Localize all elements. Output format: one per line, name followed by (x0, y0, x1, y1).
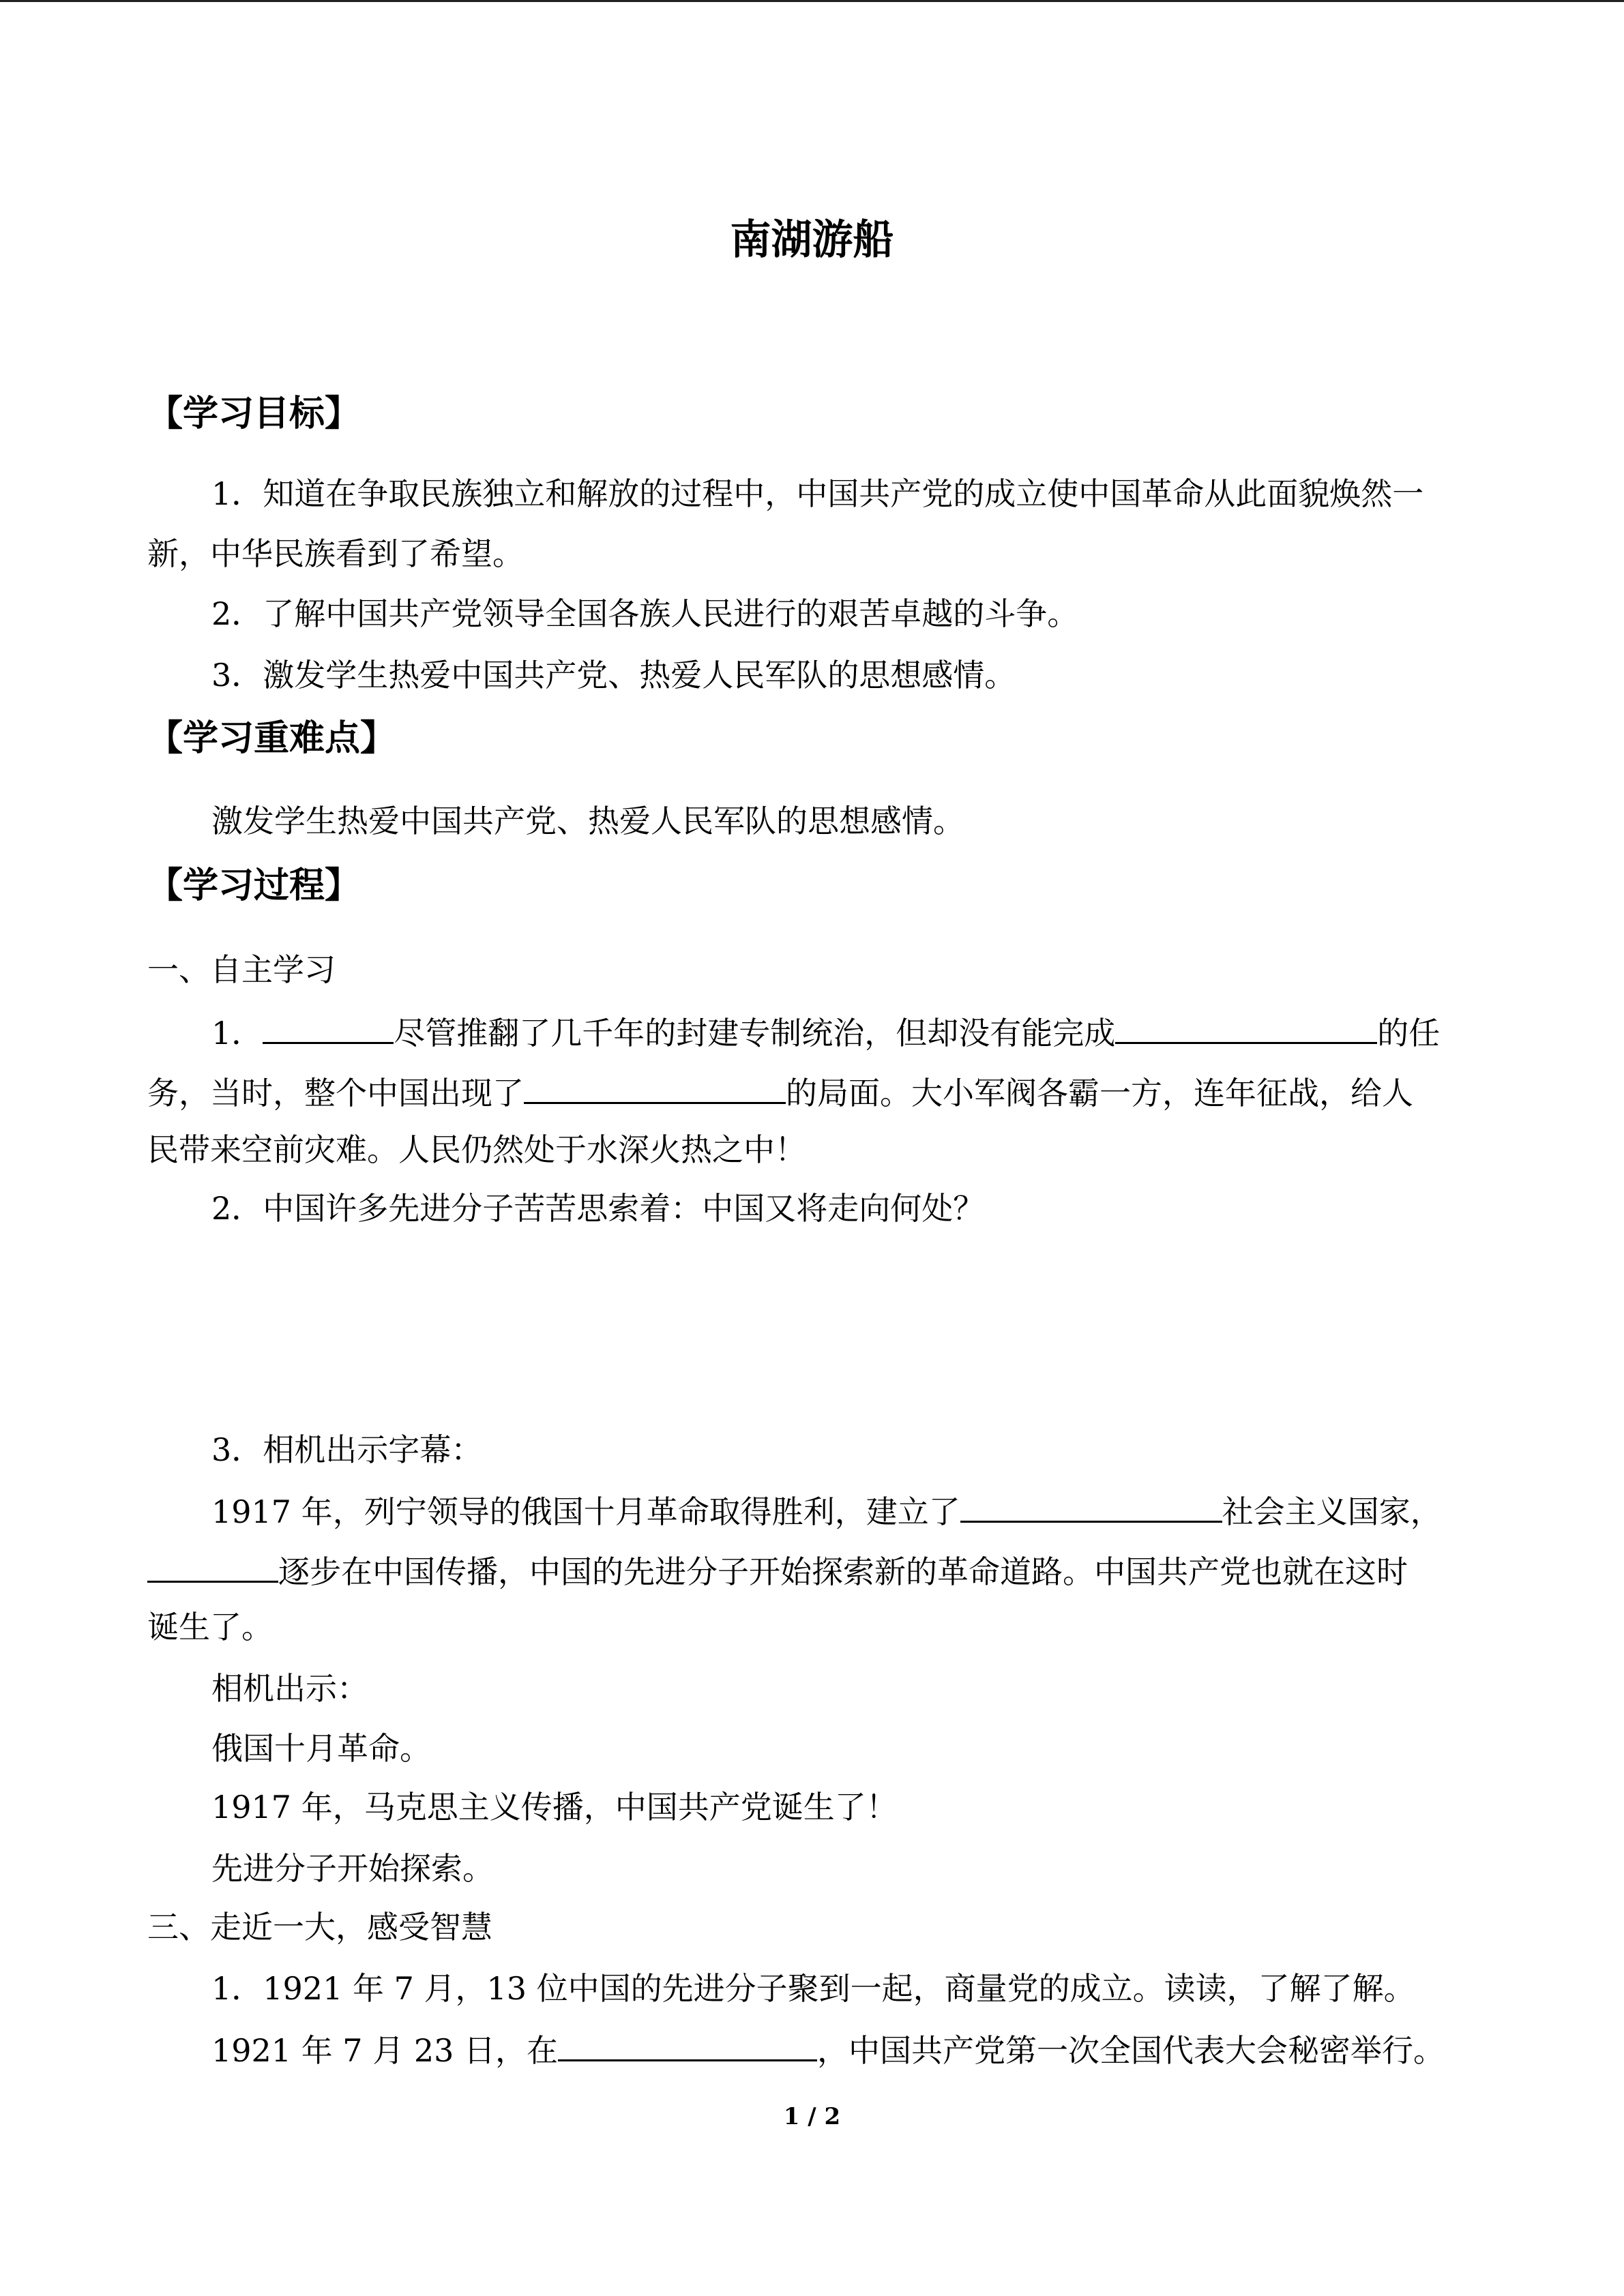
q1-number: 1． (211, 1015, 263, 1052)
q1-text-2: 的任 (1377, 1015, 1441, 1052)
page-title: 南湖游船 (730, 216, 894, 264)
q3-text-2: 社会主义国家， (1222, 1493, 1442, 1530)
goal-1-line-2: 新，中华民族看到了希望。 (147, 535, 524, 572)
q3-text-line-3: 诞生了。 (147, 1609, 273, 1645)
q3-text-line-2 (147, 1547, 1408, 1594)
show-label: 相机出示： (211, 1670, 368, 1707)
part3-text-1: 1921 年 7 月 23 日，在 (211, 2032, 558, 2069)
q1-text-3: 务，当时，整个中国出现了 (147, 1075, 524, 1112)
heading-key-points: 【学习重难点】 (147, 717, 396, 759)
fill-blank-2[interactable] (1115, 1008, 1377, 1044)
goal-1-line-1: 1．知道在争取民族独立和解放的过程中，中国共产党的成立使中国革命从此面貌焕然一 (211, 475, 1424, 512)
heading-learning-process: 【学习过程】 (147, 865, 361, 906)
part3-item-1: 1．1921 年 7 月，13 位中国的先进分子聚到一起，商量党的成立。读读，了解了解。 (211, 1970, 1415, 2007)
page-number: 1 / 2 (783, 2103, 841, 2130)
q1-text-4: 的局面。大小军阀各霸一方，连年征战，给人 (786, 1075, 1413, 1112)
heading-learning-goals: 【学习目标】 (147, 393, 361, 434)
q2-line: 2．中国许多先进分子苦苦思索着：中国又将走向何处？ (211, 1190, 985, 1227)
q1-line-1 (211, 1008, 1440, 1055)
part3-item-2 (211, 2025, 1445, 2072)
goal-3: 3．激发学生热爱中国共产党、热爱人民军队的思想感情。 (211, 657, 1016, 694)
show-item-1: 俄国十月革命。 (211, 1730, 431, 1767)
show-item-3: 先进分子开始探索。 (211, 1850, 494, 1887)
part1-heading: 一、自主学习 (147, 951, 336, 988)
show-item-2: 1917 年，马克思主义传播，中国共产党诞生了！ (211, 1789, 898, 1825)
q3-text-line-1 (211, 1487, 1442, 1534)
q1-line-3: 民带来空前灾难。人民仍然处于水深火热之中！ (147, 1131, 806, 1168)
fill-blank-1[interactable] (263, 1008, 394, 1044)
q3-line: 3．相机出示字幕： (211, 1431, 483, 1468)
fill-blank-5[interactable] (147, 1547, 278, 1583)
fill-blank-6[interactable] (558, 2025, 817, 2061)
part3-text-2: ，中国共产党第一次全国代表大会秘密举行。 (816, 2032, 1445, 2069)
q3-text-1: 1917 年，列宁领导的俄国十月革命取得胜利，建立了 (211, 1493, 960, 1530)
fill-blank-3[interactable] (524, 1068, 786, 1104)
q3-text-3: 逐步在中国传播，中国的先进分子开始探索新的革命道路。中国共产党也就在这时 (278, 1553, 1408, 1590)
key-points-text: 激发学生热爱中国共产党、热爱人民军队的思想感情。 (211, 803, 964, 839)
goal-2: 2．了解中国共产党领导全国各族人民进行的艰苦卓越的斗争。 (211, 595, 1079, 632)
q1-line-2 (147, 1068, 1413, 1115)
fill-blank-4[interactable] (960, 1487, 1222, 1523)
q1-text-1: 尽管推翻了几千年的封建专制统治，但却没有能完成 (394, 1015, 1116, 1052)
part3-heading: 三、走近一大，感受智慧 (147, 1909, 492, 1945)
